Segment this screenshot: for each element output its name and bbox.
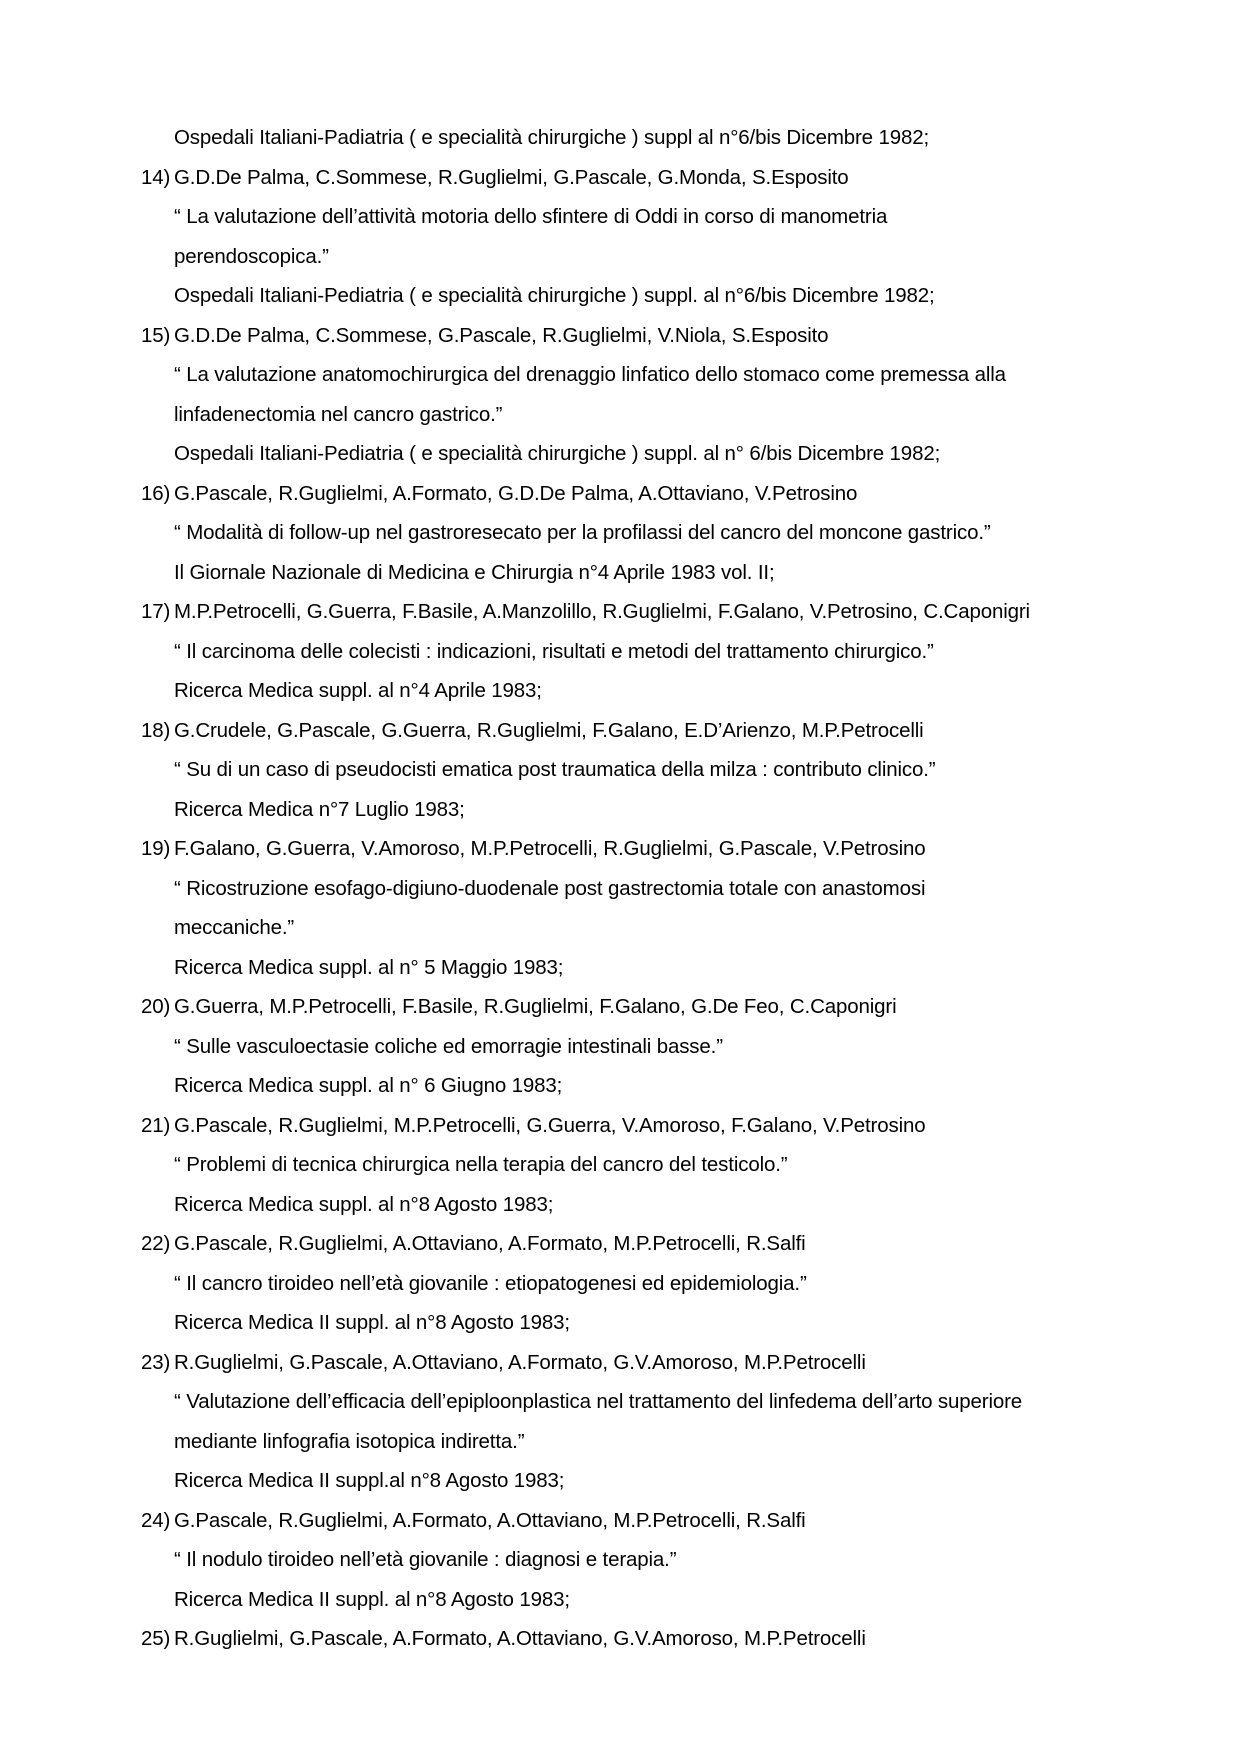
list-item <box>141 987 1041 1106</box>
entry-journal: Ospedali Italiani-Pediatria ( e specialità chirurgiche ) suppl. al n° 6/bis Dicembre 1982; <box>174 442 941 465</box>
entry-journal: Ricerca Medica suppl. al n° 5 Maggio 1983; <box>174 955 564 979</box>
entry-journal: Ricerca Medica suppl. al n°4 Aprile 1983; <box>174 679 542 702</box>
entry-body <box>174 1501 1041 1620</box>
entry-number: 15) <box>141 323 171 347</box>
list-item <box>141 316 1041 474</box>
entry-authors: R.Guglielmi, G.Pascale, A.Formato, A.Ottaviano, G.V.Amoroso, M.P.Petrocelli <box>174 1627 866 1650</box>
entry-number: 25) <box>141 1627 171 1650</box>
entry-body <box>174 1619 1041 1659</box>
entry-journal: Ricerca Medica II suppl. al n°8 Agosto 1983; <box>174 1587 570 1611</box>
entry-title: “ Il carcinoma delle colecisti : indicazioni, risultati e metodi del trattamento chirurgico.” <box>174 639 934 663</box>
entry-title: “ Problemi di tecnica chirurgica nella terapia del cancro del testicolo.” <box>174 1153 788 1176</box>
continuation-journal-line: Ospedali Italiani-Padiatria ( e specialità chirurgiche ) suppl al n°6/bis Dicembre 1982; <box>174 126 930 149</box>
entry-journal: Ricerca Medica suppl. al n° 6 Giugno 1983; <box>174 1074 563 1097</box>
list-item <box>141 158 1041 316</box>
entry-title: “ Valutazione dell’efficacia dell’epiploonplastica nel trattamento del linfedema dell’arto superiore mediante linfografia isotopica indiretta.” <box>174 1390 1028 1453</box>
entry-number: 23) <box>141 1350 171 1374</box>
entry-body <box>174 1224 1041 1343</box>
entry-number: 14) <box>141 165 171 189</box>
list-item <box>141 711 1041 830</box>
list-item <box>141 474 1041 593</box>
entry-number: 17) <box>141 600 171 623</box>
list-item <box>141 829 1041 987</box>
entry-journal: Ricerca Medica II suppl.al n°8 Agosto 1983; <box>174 1469 565 1492</box>
entry-title: “ Ricostruzione esofago-digiuno-duodenale post gastrectomia totale con anastomosi meccaniche.” <box>174 876 931 939</box>
entry-body <box>174 316 1041 474</box>
entry-body <box>174 987 1041 1106</box>
entry-body <box>174 1106 1041 1225</box>
entry-body <box>174 1343 1041 1501</box>
entry-authors: G.D.De Palma, C.Sommese, G.Pascale, R.Guglielmi, V.Niola, S.Esposito <box>174 323 829 347</box>
entry-authors: G.Pascale, R.Guglielmi, A.Ottaviano, A.Formato, M.P.Petrocelli, R.Salfi <box>174 1232 806 1255</box>
list-item <box>141 1619 1041 1659</box>
entry-number: 21) <box>141 1113 171 1137</box>
entry-number: 16) <box>141 481 171 505</box>
list-item <box>141 1224 1041 1343</box>
entry-body <box>174 158 1041 316</box>
entry-authors: G.Crudele, G.Pascale, G.Guerra, R.Guglielmi, F.Galano, E.D’Arienzo, M.P.Petrocelli <box>174 718 924 742</box>
entry-title: “ La valutazione dell’attività motoria dello sfintere di Oddi in corso di manometria perendoscopica.” <box>174 205 893 268</box>
entry-number: 22) <box>141 1232 171 1255</box>
entry-title: “ Il cancro tiroideo nell’età giovanile : etiopatogenesi ed epidemiologia.” <box>174 1271 807 1295</box>
entry-authors: G.Pascale, R.Guglielmi, A.Formato, G.D.De Palma, A.Ottaviano, V.Petrosino <box>174 481 858 505</box>
entry-title: “ Sulle vasculoectasie coliche ed emorragie intestinali basse.” <box>174 1034 723 1058</box>
list-item <box>141 1106 1041 1225</box>
entry-journal: Ricerca Medica suppl. al n°8 Agosto 1983; <box>174 1192 554 1216</box>
entry-title: “ La valutazione anatomochirurgica del drenaggio linfatico dello stomaco come premessa alla linfadenectomia nel cancro gastrico.” <box>174 363 1012 426</box>
entry-authors: R.Guglielmi, G.Pascale, A.Ottaviano, A.Formato, G.V.Amoroso, M.P.Petrocelli <box>174 1350 866 1374</box>
entry-journal: Ricerca Medica II suppl. al n°8 Agosto 1983; <box>174 1311 570 1334</box>
entry-authors: M.P.Petrocelli, G.Guerra, F.Basile, A.Manzolillo, R.Guglielmi, F.Galano, V.Petrosino, C.Caponigri <box>174 600 1030 623</box>
entry-title: “ Su di un caso di pseudocisti ematica post traumatica della milza : contributo clinico.” <box>174 758 936 781</box>
entry-authors: F.Galano, G.Guerra, V.Amoroso, M.P.Petrocelli, R.Guglielmi, G.Pascale, V.Petrosino <box>174 837 926 860</box>
list-item <box>141 1501 1041 1620</box>
entry-body <box>174 592 1041 711</box>
publication-list <box>141 118 1041 1659</box>
entry-journal: Il Giornale Nazionale di Medicina e Chirurgia n°4 Aprile 1983 vol. II; <box>174 560 775 584</box>
entry-authors: G.Pascale, R.Guglielmi, M.P.Petrocelli, G.Guerra, V.Amoroso, F.Galano, V.Petrosino <box>174 1113 926 1137</box>
entry-number: 19) <box>141 837 171 860</box>
entry-body <box>174 829 1041 987</box>
entry-journal: Ospedali Italiani-Pediatria ( e specialità chirurgiche ) suppl. al n°6/bis Dicembre 1982; <box>174 284 935 307</box>
entry-body <box>174 711 1041 830</box>
entry-number: 20) <box>141 995 171 1018</box>
entry-authors: G.Pascale, R.Guglielmi, A.Formato, A.Ottaviano, M.P.Petrocelli, R.Salfi <box>174 1508 806 1532</box>
entry-number: 18) <box>141 718 171 742</box>
list-item <box>141 592 1041 711</box>
list-item <box>141 1343 1041 1501</box>
entry-title: “ Il nodulo tiroideo nell’età giovanile : diagnosi e terapia.” <box>174 1548 677 1571</box>
entry-title: “ Modalità di follow-up nel gastroresecato per la profilassi del cancro del moncone gastrico.” <box>174 521 991 544</box>
entry-journal: Ricerca Medica n°7 Luglio 1983; <box>174 797 465 821</box>
entry-authors: G.Guerra, M.P.Petrocelli, F.Basile, R.Guglielmi, F.Galano, G.De Feo, C.Caponigri <box>174 995 897 1018</box>
entry-authors: G.D.De Palma, C.Sommese, R.Guglielmi, G.Pascale, G.Monda, S.Esposito <box>174 165 849 189</box>
entry-number: 24) <box>141 1508 171 1532</box>
entry-body <box>174 474 1041 593</box>
